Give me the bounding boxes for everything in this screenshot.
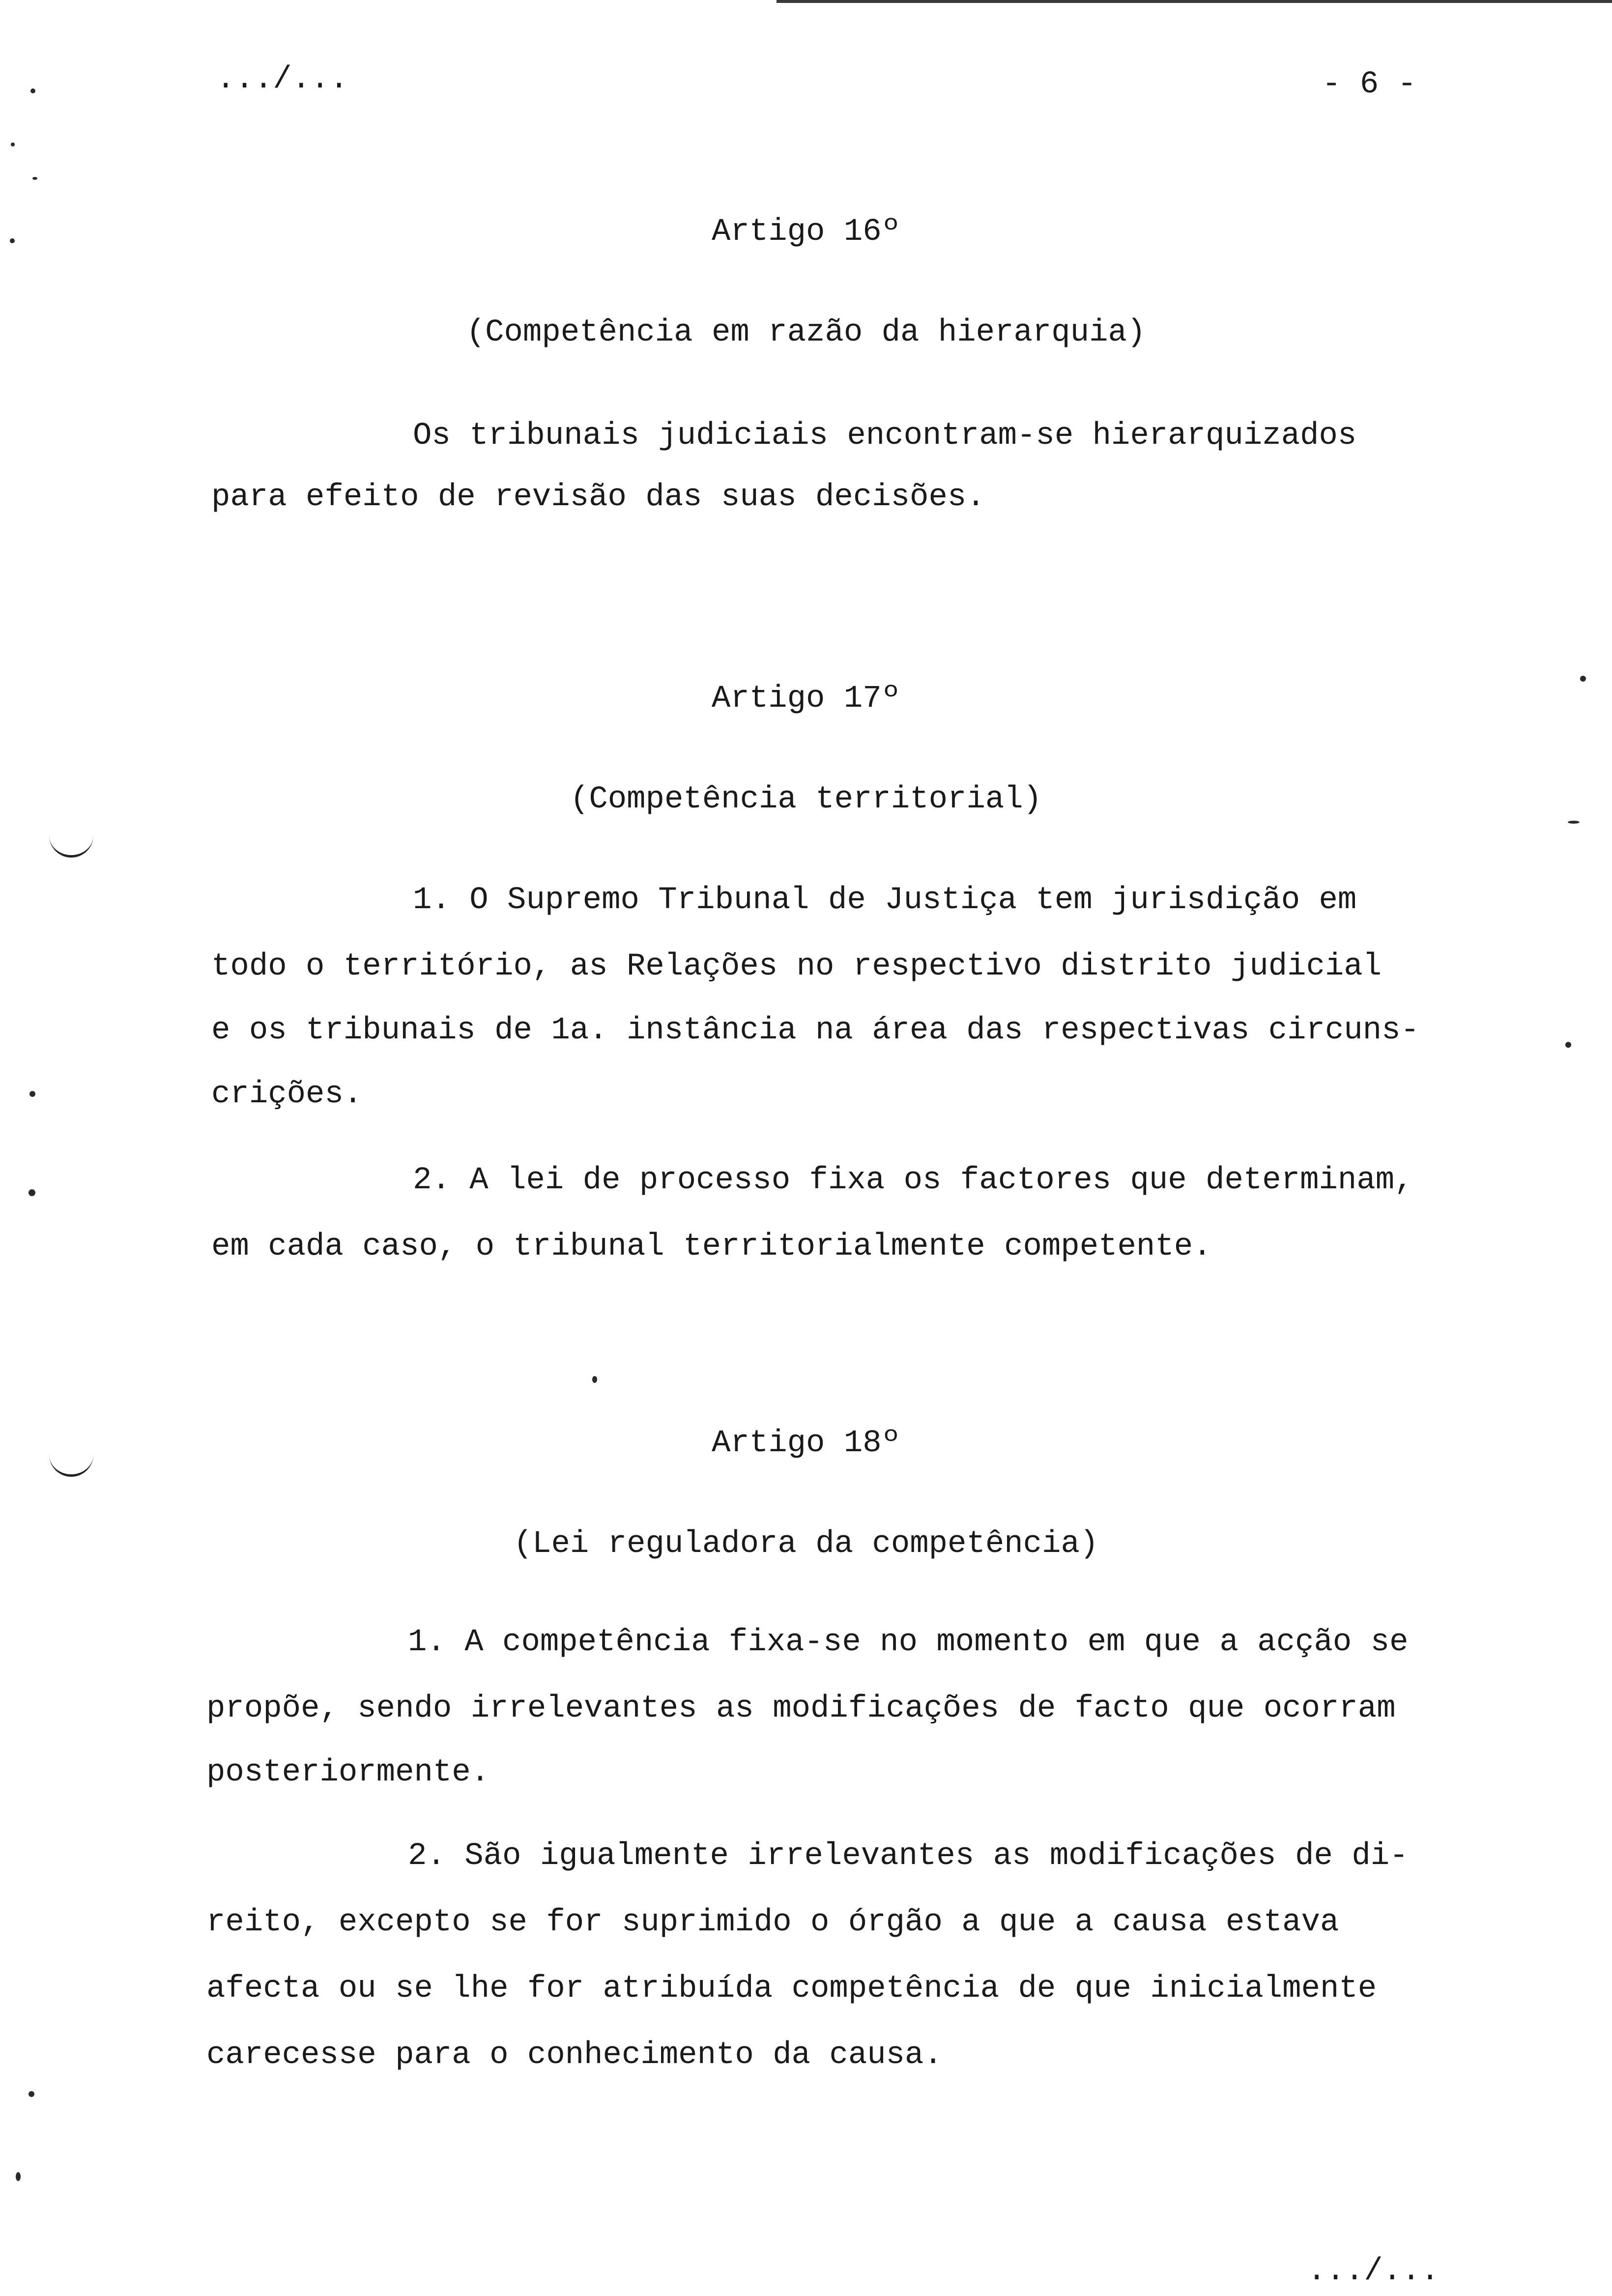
scan-speck — [1568, 821, 1580, 824]
scan-speck — [29, 2091, 34, 2097]
scan-speck — [29, 1189, 35, 1196]
article-16-line-1: Os tribunais judiciais encontram-se hierarquizados — [413, 418, 1357, 454]
article-17-line-4: crições. — [211, 1077, 363, 1112]
article-17-line-5: 2. A lei de processo fixa os factores que determinam, — [413, 1163, 1413, 1198]
scan-speck — [1580, 676, 1586, 682]
scan-speck — [10, 238, 15, 243]
article-16-title: Artigo 16º — [711, 214, 901, 250]
article-18-line-2: propõe, sendo irrelevantes as modificações de facto que ocorram — [206, 1691, 1396, 1726]
article-18-line-7: carecesse para o conhecimento da causa. — [206, 2038, 943, 2073]
scan-speck — [32, 177, 37, 180]
article-16-subtitle: (Competência em razão da hierarquia) — [466, 315, 1146, 350]
article-18-line-4: 2. São igualmente irrelevantes as modificações de di- — [408, 1838, 1409, 1874]
binding-mark-arc — [49, 835, 93, 858]
article-18-title: Artigo 18º — [711, 1426, 901, 1461]
scan-speck — [592, 1376, 597, 1383]
article-17-line-2: todo o território, as Relações no respectivo distrito judicial — [211, 949, 1382, 984]
continuation-marker-bottom: .../... — [1307, 2254, 1439, 2289]
article-18-line-5: reito, excepto se for suprimido o órgão a que a causa estava — [206, 1905, 1339, 1940]
scan-speck — [29, 1091, 35, 1097]
top-edge-rule — [777, 0, 1612, 3]
page-number: - 6 - — [1322, 67, 1417, 102]
scan-speck — [11, 143, 15, 146]
scan-speck — [30, 88, 35, 93]
article-17-line-3: e os tribunais de 1a. instância na área das respectivas circuns- — [211, 1013, 1419, 1048]
article-18-line-3: posteriormente. — [206, 1755, 490, 1790]
scan-speck — [16, 2172, 21, 2181]
article-17-line-6: em cada caso, o tribunal territorialmente competente. — [211, 1229, 1212, 1264]
binding-mark-arc — [49, 1455, 93, 1477]
article-18-line-1: 1. A competência fixa-se no momento em que a acção se — [408, 1625, 1409, 1660]
scan-speck — [1565, 1042, 1571, 1048]
continuation-marker-top: .../... — [216, 62, 348, 97]
article-16-line-2: para efeito de revisão das suas decisões. — [211, 480, 985, 515]
article-18-line-6: afecta ou se lhe for atribuída competência de que inicialmente — [206, 1971, 1377, 2007]
article-17-subtitle: (Competência territorial) — [570, 782, 1042, 817]
article-18-subtitle: (Lei reguladora da competência) — [513, 1526, 1099, 1562]
article-17-title: Artigo 17º — [711, 681, 901, 717]
article-17-line-1: 1. O Supremo Tribunal de Justiça tem jurisdição em — [413, 883, 1357, 918]
